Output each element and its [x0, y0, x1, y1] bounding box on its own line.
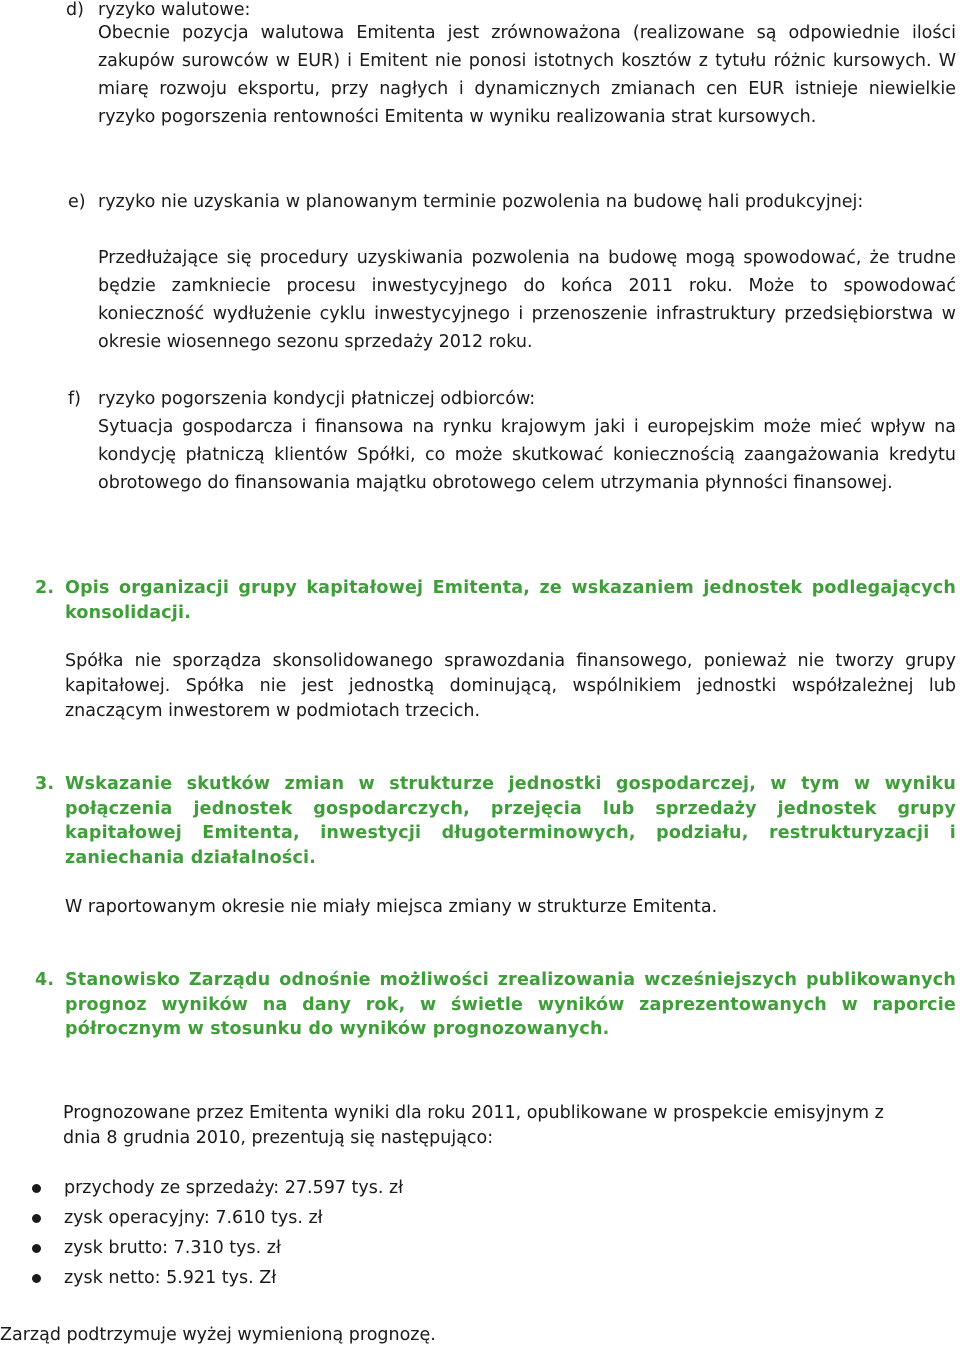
section-2-heading	[35, 576, 956, 625]
forecast-gross-profit: zysk brutto: 7.310 tys. zł	[64, 1238, 281, 1258]
section-4-heading	[35, 968, 956, 1042]
list-item	[30, 1263, 630, 1293]
section-3-heading	[35, 772, 956, 870]
forecast-revenue: przychody ze sprzedaży: 27.597 tys. zł	[64, 1178, 404, 1198]
risk-e-marker: e)	[68, 192, 86, 212]
risk-f-marker: f)	[68, 389, 81, 409]
bullet-icon	[32, 1214, 41, 1223]
section-2-number: 2.	[35, 578, 55, 598]
section-4-heading-text: Stanowisko Zarządu odnośnie możliwości zrealizowania wcześniejszych publikowanych prognoz wyników na dany rok, w świetle wyników zaprezentowanych w raporcie półrocznym w stosunku do wyników prognozowanych.	[65, 970, 956, 1039]
section-3-body: W raportowanym okresie nie miały miejsca zmiany w strukturze Emitenta.	[65, 897, 718, 917]
section-3-heading-text: Wskazanie skutków zmian w strukturze jednostki gospodarczej, w tym w wyniku połączenia jednostek gospodarczych, przejęcia lub sprzedaży jednostek grupy kapitałowej Emitenta, inwestycji długoterminowych, podziału, restrukturyzacji i zaniechania działalności.	[65, 774, 956, 868]
list-item	[30, 1233, 630, 1263]
bullet-icon	[32, 1274, 41, 1283]
bullet-icon	[32, 1244, 41, 1253]
risk-e-body: Przedłużające się procedury uzyskiwania pozwolenia na budowę mogą spowodować, że trudne będzie zamkniecie procesu inwestycyjnego do końca 2011 roku. Może to spowodować konieczność wydłużenie cyklu inwestycyjnego i przenoszenie infrastruktury przedsiębiorstwa w okresie wiosennego sezonu sprzedaży 2012 roku.	[98, 248, 956, 352]
section-4-closing: Zarząd podtrzymuje wyżej wymienioną prognozę.	[0, 1325, 436, 1345]
list-item	[30, 1173, 630, 1203]
forecast-net-profit: zysk netto: 5.921 tys. Zł	[64, 1268, 277, 1288]
risk-f-body: Sytuacja gospodarcza i finansowa na rynku krajowym jaki i europejskim może mieć wpływ na kondycję płatniczą klientów Spółki, co może skutkować koniecznością zaangażowania kredytu obrotowego do finansowania majątku obrotowego celem utrzymania płynności finansowej.	[98, 417, 956, 493]
forecast-list	[30, 1173, 630, 1293]
section-3-number: 3.	[35, 774, 55, 794]
risk-d-marker: d)	[66, 0, 84, 20]
risk-f-title: ryzyko pogorszenia kondycji płatniczej odbiorców:	[98, 389, 536, 409]
forecast-operating-profit: zysk operacyjny: 7.610 tys. zł	[64, 1208, 323, 1228]
risk-e-title: ryzyko nie uzyskania w planowanym terminie pozwolenia na budowę hali produkcyjnej:	[98, 192, 864, 212]
section-2-heading-text: Opis organizacji grupy kapitałowej Emitenta, ze wskazaniem jednostek podlegających konsolidacji.	[65, 578, 956, 623]
section-2-body: Spółka nie sporządza skonsolidowanego sprawozdania finansowego, ponieważ nie tworzy grupy kapitałowej. Spółka nie jest jednostką dominującą, wspólnikiem jednostki współzależnej lub znaczącym inwestorem w podmiotach trzecich.	[65, 651, 956, 721]
bullet-icon	[32, 1184, 41, 1193]
section-4-intro: Prognozowane przez Emitenta wyniki dla roku 2011, opublikowane w prospekcie emisyjnym z dnia 8 grudnia 2010, prezentują się następująco:	[63, 1103, 884, 1148]
section-4-number: 4.	[35, 970, 55, 990]
risk-d-body: Obecnie pozycja walutowa Emitenta jest zrównoważona (realizowane są odpowiednie ilości zakupów surowców w EUR) i Emitent nie ponosi istotnych kosztów z tytułu różnic kursowych. W miarę rozwoju eksportu, przy nagłych i dynamicznych zmianach cen EUR istnieje niewielkie ryzyko pogorszenia rentowności Emitenta w wyniku realizowania strat kursowych.	[98, 23, 956, 127]
risk-d-title: ryzyko walutowe:	[98, 0, 251, 20]
list-item	[30, 1203, 630, 1233]
